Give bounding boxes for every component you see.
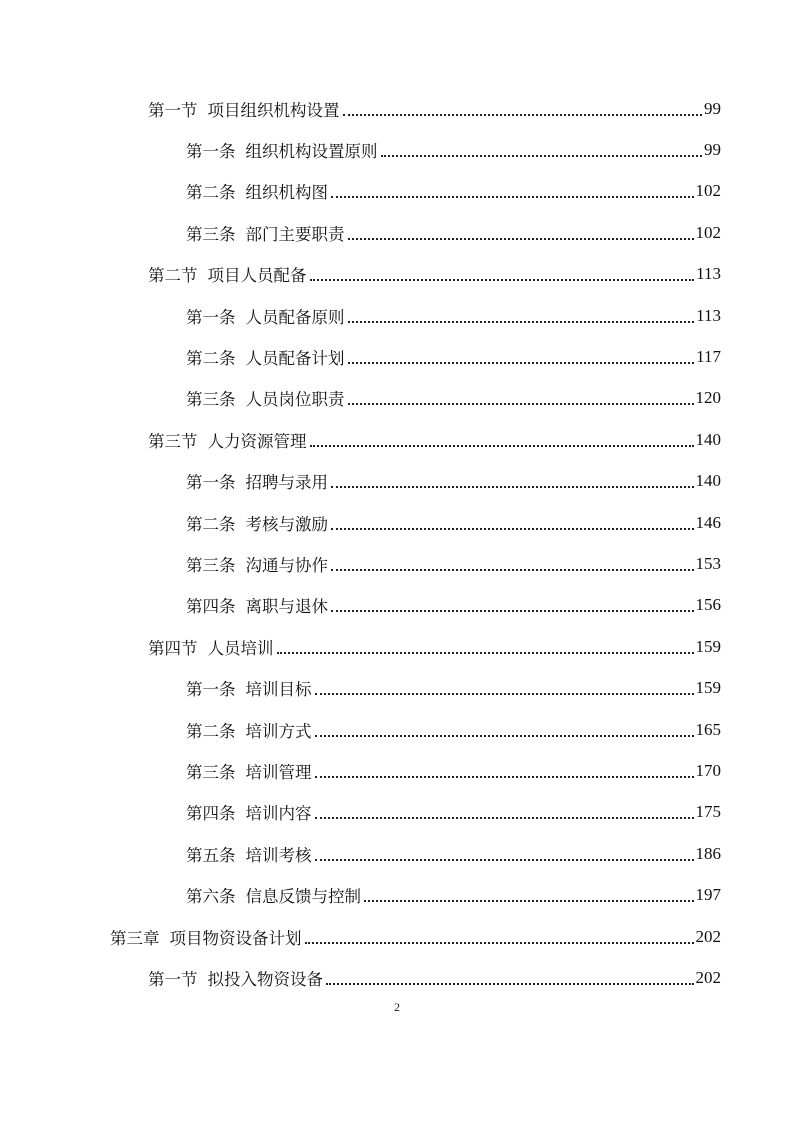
toc-entry-title: 项目物资设备计划 xyxy=(169,928,302,948)
toc-entry[interactable] xyxy=(0,709,794,750)
toc-entry-title: 培训目标 xyxy=(245,680,312,700)
toc-entry[interactable] xyxy=(0,88,794,129)
toc-dot-leader xyxy=(315,817,694,819)
toc-entry-number: 第三条 xyxy=(186,224,236,244)
toc-dot-leader xyxy=(315,776,694,778)
toc-entry-title: 人员培训 xyxy=(207,638,274,658)
toc-entry-number: 第一条 xyxy=(186,473,236,493)
toc-entry-number: 第一条 xyxy=(186,680,236,700)
toc-entry[interactable] xyxy=(0,419,794,460)
toc-entry-page: 159 xyxy=(695,678,721,698)
toc-entry-page: 186 xyxy=(695,843,721,863)
toc-dot-leader xyxy=(364,900,694,902)
toc-dot-leader xyxy=(310,279,695,281)
toc-entry-page: 175 xyxy=(695,802,721,822)
toc-entry-title: 离职与退休 xyxy=(245,597,328,617)
toc-entry[interactable] xyxy=(0,378,794,419)
toc-entry[interactable] xyxy=(0,129,794,170)
toc-entry[interactable] xyxy=(0,543,794,584)
toc-entry-title: 考核与激励 xyxy=(245,514,328,534)
toc-entry[interactable] xyxy=(0,336,794,377)
toc-entry-title: 人力资源管理 xyxy=(207,431,307,451)
toc-dot-leader xyxy=(348,403,694,405)
toc-entry-number: 第二条 xyxy=(186,349,236,369)
toc-entry-number: 第二条 xyxy=(186,721,236,741)
toc-entry[interactable] xyxy=(0,750,794,791)
toc-dot-leader xyxy=(348,238,694,240)
toc-entry[interactable] xyxy=(0,295,794,336)
toc-dot-leader xyxy=(343,114,703,116)
toc-entry-page: 113 xyxy=(696,305,721,325)
toc-dot-leader xyxy=(381,155,703,157)
toc-entry[interactable] xyxy=(0,833,794,874)
toc-entry-title: 项目组织机构设置 xyxy=(207,100,340,120)
toc-entry-number: 第一条 xyxy=(186,307,236,327)
toc-entry-page: 146 xyxy=(695,512,721,532)
toc-dot-leader xyxy=(326,983,694,985)
toc-dot-leader xyxy=(331,486,694,488)
toc-dot-leader xyxy=(331,569,694,571)
toc-entry-number: 第二条 xyxy=(186,183,236,203)
toc-entry-title: 项目人员配备 xyxy=(207,266,307,286)
toc-entry-page: 140 xyxy=(695,429,721,449)
toc-entry-title: 培训方式 xyxy=(245,721,312,741)
toc-entry-page: 113 xyxy=(696,264,721,284)
toc-entry-page: 156 xyxy=(695,595,721,615)
toc-entry-title: 培训内容 xyxy=(245,804,312,824)
toc-entry-page: 165 xyxy=(695,719,721,739)
toc-entry-number: 第四条 xyxy=(186,804,236,824)
toc-entry-title: 组织机构图 xyxy=(245,183,328,203)
toc-dot-leader xyxy=(348,321,695,323)
toc-dot-leader xyxy=(331,196,694,198)
toc-entry-number: 第六条 xyxy=(186,887,236,907)
toc-entry-title: 培训管理 xyxy=(245,762,312,782)
toc-entry-title: 拟投入物资设备 xyxy=(207,969,323,989)
toc-entry-page: 102 xyxy=(695,181,721,201)
toc-entry-number: 第二节 xyxy=(148,266,198,286)
toc-entry-number: 第四条 xyxy=(186,597,236,617)
toc-entry-page: 140 xyxy=(695,471,721,491)
toc-dot-leader xyxy=(305,942,694,944)
toc-entry[interactable] xyxy=(0,916,794,957)
toc-entry-page: 197 xyxy=(695,885,721,905)
toc-entry-title: 人员配备计划 xyxy=(245,349,345,369)
toc-entry[interactable] xyxy=(0,212,794,253)
toc-entry-number: 第三条 xyxy=(186,762,236,782)
toc-entry-title: 沟通与协作 xyxy=(245,555,328,575)
toc-entry-number: 第一条 xyxy=(186,142,236,162)
toc-entry-page: 120 xyxy=(695,388,721,408)
toc-entry-page: 202 xyxy=(695,926,721,946)
table-of-contents xyxy=(0,88,794,999)
toc-dot-leader xyxy=(348,362,695,364)
toc-entry-title: 信息反馈与控制 xyxy=(245,887,361,907)
toc-entry-number: 第二条 xyxy=(186,514,236,534)
toc-entry[interactable] xyxy=(0,792,794,833)
toc-dot-leader xyxy=(315,735,694,737)
toc-entry-page: 117 xyxy=(696,347,721,367)
toc-entry-page: 170 xyxy=(695,760,721,780)
toc-entry-title: 培训考核 xyxy=(245,845,312,865)
toc-entry-page: 99 xyxy=(704,140,721,160)
toc-entry-title: 招聘与录用 xyxy=(245,473,328,493)
toc-entry-number: 第三条 xyxy=(186,555,236,575)
toc-entry[interactable] xyxy=(0,502,794,543)
toc-entry-number: 第五条 xyxy=(186,845,236,865)
toc-entry-title: 人员岗位职责 xyxy=(245,390,345,410)
toc-entry-page: 153 xyxy=(695,553,721,573)
toc-dot-leader xyxy=(310,445,694,447)
toc-entry[interactable] xyxy=(0,585,794,626)
toc-dot-leader xyxy=(277,652,694,654)
toc-dot-leader xyxy=(315,859,694,861)
toc-entry-title: 人员配备原则 xyxy=(245,307,345,327)
toc-entry-number: 第一节 xyxy=(148,969,198,989)
toc-entry[interactable] xyxy=(0,254,794,295)
page-number: 2 xyxy=(394,1000,400,1014)
toc-entry[interactable] xyxy=(0,957,794,998)
toc-entry-number: 第三条 xyxy=(186,390,236,410)
toc-entry-title: 部门主要职责 xyxy=(245,224,345,244)
toc-entry[interactable] xyxy=(0,874,794,915)
toc-dot-leader xyxy=(331,528,694,530)
toc-dot-leader xyxy=(331,610,694,612)
toc-entry[interactable] xyxy=(0,461,794,502)
toc-entry-number: 第三章 xyxy=(110,928,160,948)
toc-entry-page: 159 xyxy=(695,636,721,656)
toc-entry-title: 组织机构设置原则 xyxy=(245,142,378,162)
toc-entry[interactable] xyxy=(0,171,794,212)
toc-entry-number: 第一节 xyxy=(148,100,198,120)
toc-entry[interactable] xyxy=(0,626,794,667)
toc-entry-page: 99 xyxy=(704,98,721,118)
toc-entry-page: 202 xyxy=(695,967,721,987)
toc-entry-page: 102 xyxy=(695,222,721,242)
toc-dot-leader xyxy=(315,693,694,695)
toc-entry-number: 第三节 xyxy=(148,431,198,451)
toc-entry-number: 第四节 xyxy=(148,638,198,658)
toc-entry[interactable] xyxy=(0,667,794,708)
